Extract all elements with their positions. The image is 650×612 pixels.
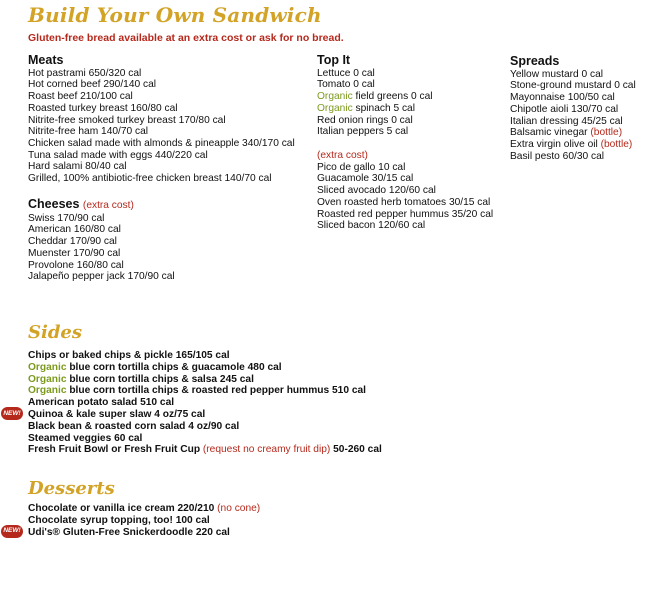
desserts-list bbox=[3, 503, 261, 538]
extra-topping-item: Sliced bacon 120/60 cal bbox=[317, 220, 426, 232]
meats-heading: Meats bbox=[28, 53, 64, 67]
organic-label: Organic bbox=[28, 373, 67, 385]
spreads-heading: Spreads bbox=[510, 54, 560, 68]
spread-item: Chipotle aioli 130/70 cal bbox=[510, 103, 619, 115]
cheeses-section bbox=[28, 199, 175, 283]
meat-item: Roast beef 210/100 cal bbox=[28, 91, 133, 103]
topping-item: Tomato 0 cal bbox=[317, 79, 375, 91]
page-title: Build Your Own Sandwich bbox=[28, 3, 322, 27]
topping-item: Lettuce 0 cal bbox=[317, 67, 375, 79]
side-item: NEW! Quinoa & kale super slaw 4 oz/75 cal bbox=[28, 409, 382, 421]
cheese-item: American 160/80 cal bbox=[28, 224, 121, 236]
side-item: Organic blue corn tortilla chips & salsa 245 cal bbox=[28, 373, 254, 385]
side-item: Steamed veggies 60 cal bbox=[28, 432, 143, 444]
extra-topping-item: Guacamole 30/15 cal bbox=[317, 173, 414, 185]
dessert-item: Chocolate syrup topping, too! 100 cal bbox=[28, 514, 210, 526]
topit-section bbox=[317, 55, 433, 138]
extra-topping-item: Roasted red pepper hummus 35/20 cal bbox=[317, 208, 494, 220]
topit-heading: Top It bbox=[317, 53, 351, 67]
organic-label: Organic bbox=[317, 102, 353, 114]
meat-item: Hot pastrami 650/320 cal bbox=[28, 67, 142, 79]
extra-topping-item: Sliced avocado 120/60 cal bbox=[317, 185, 436, 197]
cheeses-extra-cost-note: (extra cost) bbox=[82, 200, 134, 211]
cheese-item: Provolone 160/80 cal bbox=[28, 259, 124, 271]
new-badge: NEW! bbox=[1, 407, 23, 420]
spread-item: Basil pesto 60/30 cal bbox=[510, 150, 605, 162]
desserts-heading: Desserts bbox=[28, 478, 115, 499]
meat-item: Grilled, 100% antibiotic-free chicken breast 140/70 cal bbox=[28, 173, 272, 185]
side-item: Fresh Fruit Bowl or Fresh Fruit Cup (request no creamy fruit dip) 50-260 cal bbox=[28, 444, 382, 456]
sides-list bbox=[3, 350, 382, 456]
meat-item: Nitrite-free smoked turkey breast 170/80 cal bbox=[28, 114, 226, 126]
fruit-dip-note: (request no creamy fruit dip) bbox=[202, 444, 331, 456]
spread-item: Extra virgin olive oil (bottle) bbox=[510, 138, 633, 150]
spread-item: Yellow mustard 0 cal bbox=[510, 68, 604, 80]
extra-topping-item: Pico de gallo 10 cal bbox=[317, 161, 406, 173]
side-item: Chips or baked chips & pickle 165/105 cal bbox=[28, 350, 230, 361]
spread-item: Stone-ground mustard 0 cal bbox=[510, 80, 636, 92]
cheese-item: Jalapeño pepper jack 170/90 cal bbox=[28, 271, 175, 283]
extra-cost-note: (extra cost) bbox=[317, 150, 368, 161]
cheeses-heading: Cheeses (extra cost) bbox=[28, 197, 134, 211]
topping-item: Red onion rings 0 cal bbox=[317, 114, 413, 126]
cheese-item: Cheddar 170/90 cal bbox=[28, 236, 117, 248]
new-badge: NEW! bbox=[1, 525, 23, 538]
spread-item: Balsamic vinegar (bottle) bbox=[510, 127, 623, 139]
side-item: Organic blue corn tortilla chips & roasted red pepper hummus 510 cal bbox=[28, 385, 366, 397]
dessert-item: NEW! Udi's® Gluten-Free Snickerdoodle 220 cal bbox=[28, 527, 260, 539]
cheese-item: Swiss 170/90 cal bbox=[28, 212, 105, 224]
side-item: Organic blue corn tortilla chips & guacamole 480 cal bbox=[28, 361, 282, 373]
side-item: American potato salad 510 cal bbox=[28, 397, 175, 409]
sides-heading: Sides bbox=[28, 322, 83, 343]
dessert-item: Chocolate or vanilla ice cream 220/210 (no cone) bbox=[28, 503, 261, 514]
cheese-item: Muenster 170/90 cal bbox=[28, 247, 121, 259]
meat-item: Nitrite-free ham 140/70 cal bbox=[28, 126, 149, 138]
topping-item: Italian peppers 5 cal bbox=[317, 126, 409, 138]
meat-item: Tuna salad made with eggs 440/220 cal bbox=[28, 149, 208, 161]
organic-label: Organic bbox=[28, 385, 67, 397]
organic-label: Organic bbox=[28, 361, 67, 373]
gluten-free-note: Gluten-free bread available at an extra cost or ask for no bread. bbox=[28, 32, 344, 44]
spread-item: Mayonnaise 100/50 cal bbox=[510, 92, 615, 104]
no-cone-note: (no cone) bbox=[217, 503, 261, 514]
spreads-section bbox=[510, 55, 636, 162]
extra-topping-item: Oven roasted herb tomatoes 30/15 cal bbox=[317, 196, 491, 208]
organic-label: Organic bbox=[317, 91, 353, 103]
meat-item: Hard salami 80/40 cal bbox=[28, 161, 127, 173]
topping-item: Organic field greens 0 cal bbox=[317, 91, 433, 103]
extra-toppings-section bbox=[317, 150, 493, 232]
side-item: Black bean & roasted corn salad 4 oz/90 cal bbox=[28, 420, 240, 432]
topping-item: Organic spinach 5 cal bbox=[317, 102, 415, 114]
spread-item: Italian dressing 45/25 cal bbox=[510, 115, 623, 127]
meat-item: Hot corned beef 290/140 cal bbox=[28, 79, 157, 91]
meats-section bbox=[28, 55, 295, 185]
bottle-note: (bottle) bbox=[590, 127, 623, 139]
bottle-note: (bottle) bbox=[600, 138, 633, 150]
meat-item: Chicken salad made with almonds & pineapple 340/170 cal bbox=[28, 137, 295, 149]
meat-item: Roasted turkey breast 160/80 cal bbox=[28, 102, 178, 114]
